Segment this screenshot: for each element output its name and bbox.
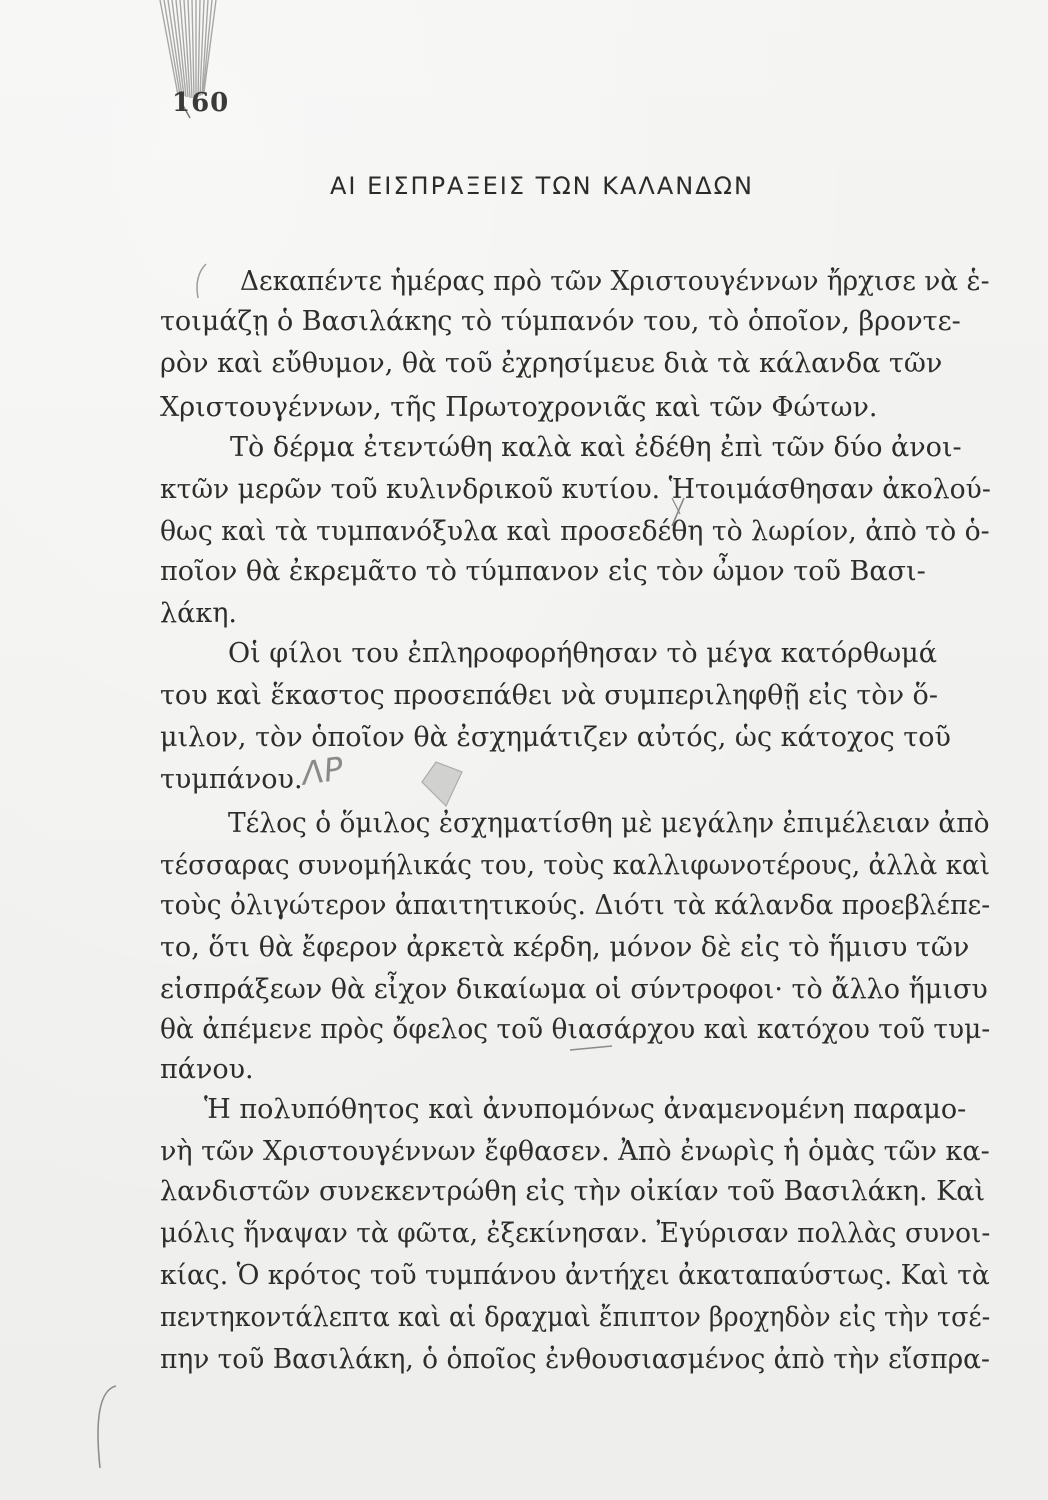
text-line: μιλον, τὸν ὁποῖον θὰ ἐσχημάτιζεν αὐτός, ὡς κάτοχος τοῦ: [160, 722, 951, 753]
text-line: το, ὅτι θὰ ἔφερον ἀρκετὰ κέρδη, μόνον δὲ εἰς τὸ ἥμισυ τῶν: [160, 932, 970, 963]
text-line: ποῖον θὰ ἐκρεμᾶτο τὸ τύμπανον εἰς τὸν ὦμον τοῦ Βασι-: [160, 556, 926, 587]
margin-pencil-stroke: [86, 1382, 126, 1472]
text-line: Τὸ δέρμα ἐτεντώθη καλὰ καὶ ἐδέθη ἐπὶ τῶν δύο ἀνοι-: [230, 432, 962, 463]
text-line: πην τοῦ Βασιλάκη, ὁ ὁποῖος ἐνθουσιασμένος ἀπὸ τὴν εἴσπρα-: [160, 1344, 990, 1375]
text-line: πεντηκοντάλεπτα καὶ αἱ δραχμαὶ ἔπιπτον βροχηδὸν εἰς τὴν τσέ-: [160, 1302, 991, 1333]
page-number: 160: [172, 88, 230, 118]
chapter-title: ΑΙ ΕΙΣΠΡΑΞΕΙΣ ΤΩΝ ΚΑΛΑΝΔΩΝ: [330, 172, 754, 200]
text-line: Ἡ πολυπόθητος καὶ ἀνυπομόνως ἀναμενομένη παραμο-: [204, 1094, 967, 1125]
pencil-shaded-mark: [416, 756, 468, 812]
text-line: τέσσαρας συνομήλικάς του, τοὺς καλλιφωνοτέρους, ἀλλὰ καὶ: [160, 850, 990, 881]
text-line: Τέλος ὁ ὅμιλος ἐσχηματίσθη μὲ μεγάλην ἐπιμέλειαν ἀπὸ: [228, 808, 990, 839]
text-line: τοιμάζῃ ὁ Βασιλάκης τὸ τύμπανόν του, τὸ ὁποῖον, βροντε-: [160, 306, 961, 337]
text-line: τυμπάνου.: [160, 764, 303, 795]
handwritten-annotation: ΛΡ: [299, 749, 346, 793]
text-line: πάνου.: [160, 1054, 254, 1085]
text-line: λανδιστῶν συνεκεντρώθη εἰς τὴν οἰκίαν τοῦ Βασιλάκη. Καὶ: [160, 1176, 986, 1207]
text-line: κτῶν μερῶν τοῦ κυλινδρικοῦ κυτίου. Ἡτοιμάσθησαν ἀκολού-: [160, 474, 991, 505]
text-line: θως καὶ τὰ τυμπανόξυλα καὶ προσεδέθη τὸ λωρίον, ἀπὸ τὸ ὁ-: [160, 516, 990, 547]
text-line: τοὺς ὀλιγώτερον ἀπαιτητικούς. Διότι τὰ κάλανδα προεβλέπε-: [160, 890, 991, 921]
text-line: ρὸν καὶ εὔθυμον, θὰ τοῦ ἐχρησίμευε διὰ τὰ κάλανδα τῶν: [160, 348, 943, 379]
text-line: μόλις ἥναψαν τὰ φῶτα, ἐξεκίνησαν. Ἐγύρισαν πολλὰς συνοι-: [160, 1218, 991, 1249]
text-line: Δεκαπέντε ἡμέρας πρὸ τῶν Χριστουγέννων ἤρχισε νὰ ἑ-: [240, 266, 990, 297]
margin-pencil-bracket: [188, 262, 212, 302]
text-line: νὴ τῶν Χριστουγέννων ἔφθασεν. Ἀπὸ ἐνωρὶς ἡ ὁμὰς τῶν κα-: [160, 1136, 990, 1167]
text-line: Οἱ φίλοι του ἐπληροφορήθησαν τὸ μέγα κατόρθωμά: [228, 638, 937, 669]
text-line: κίας. Ὁ κρότος τοῦ τυμπάνου ἀντήχει ἀκαταπαύστως. Καὶ τὰ: [160, 1260, 990, 1291]
text-line: Χριστουγέννων, τῆς Πρωτοχρονιᾶς καὶ τῶν Φώτων.: [160, 392, 878, 423]
text-line: λάκη.: [160, 598, 237, 629]
text-line: εἰσπράξεων θὰ εἶχον δικαίωμα οἱ σύντροφοι· τὸ ἄλλο ἥμισυ: [160, 974, 988, 1005]
text-line: θὰ ἀπέμενε πρὸς ὄφελος τοῦ θιασάρχου καὶ κατόχου τοῦ τυμ-: [160, 1014, 991, 1045]
text-line: του καὶ ἕκαστος προσεπάθει νὰ συμπεριληφθῇ εἰς τὸν ὅ-: [160, 680, 938, 711]
